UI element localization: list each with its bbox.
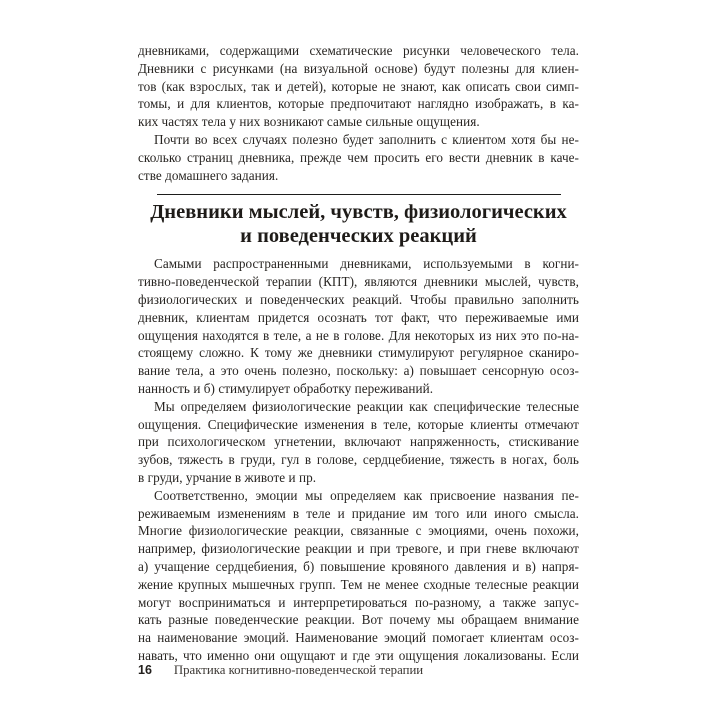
text-line: дневник, клиентам придется осознать тот факт, что переживаемые ими bbox=[138, 309, 579, 325]
text-line: физиологических и поведенческих реакций. Чтобы правильно заполнить bbox=[138, 291, 579, 307]
text-line: навать, что именно они ощущают и где эти ощущения локализованы. Если bbox=[138, 647, 579, 663]
section-heading bbox=[138, 201, 579, 248]
text-line: Самыми распространенными дневниками, используемыми в когни- bbox=[154, 256, 579, 272]
text-line: на наименование эмоций. Наименование эмоций помогает клиентам осоз- bbox=[138, 630, 579, 646]
text-line: ощущения. Специфические изменения в теле, которые клиенты отмечают bbox=[138, 416, 579, 432]
text-line: зубов, тяжесть в груди, гул в голове, сердцебиение, тяжесть в ногах, боль bbox=[138, 452, 579, 468]
text-line: Мы определяем физиологические реакции как специфические телесные bbox=[154, 398, 579, 414]
text-column bbox=[138, 42, 579, 665]
text-line: стве домашнего задания. bbox=[138, 167, 279, 183]
text-line: сколько страниц дневника, прежде чем просить его вести дневник в каче- bbox=[138, 149, 579, 165]
text-line: могут восприниматься и интерпретироваться по-разному, а также запус- bbox=[138, 594, 579, 610]
text-line: тивно-поведенческой терапии (КПТ), являются дневники мыслей, чувств, bbox=[138, 274, 579, 290]
section-heading-line: и поведенческих реакций bbox=[240, 224, 477, 247]
text-line: реживаемым изменениям в теле и придание им того или иного смысла. bbox=[138, 505, 579, 521]
page-footer bbox=[138, 663, 579, 678]
text-line: тов (как взрослых, так и детей), которые не знают, как описать свои симп- bbox=[138, 78, 579, 94]
text-line: а) учащение сердцебиения, б) повышение кровяного давления и в) напря- bbox=[138, 558, 579, 574]
paragraph bbox=[138, 255, 579, 397]
text-line: дневниками, содержащими схематические рисунки человеческого тела. bbox=[138, 43, 579, 58]
text-line: стоящему сложно. К тому же дневники стимулируют регулярное сканиро- bbox=[138, 345, 579, 361]
paragraph bbox=[138, 42, 579, 131]
text-line: ощущения находятся в теле, а не в голове. Для некоторых из них это по-на- bbox=[138, 327, 579, 343]
text-line: Многие физиологические реакции, связанные с эмоциями, очень похожи, bbox=[138, 523, 579, 539]
running-title: Практика когнитивно-поведенческой терапии bbox=[173, 663, 424, 677]
section-heading-line: Дневники мыслей, чувств, физиологических bbox=[150, 201, 567, 224]
paragraph bbox=[138, 487, 579, 665]
section-rule bbox=[157, 194, 561, 195]
text-line: Почти во всех случаях полезно будет заполнить с клиентом хотя бы не- bbox=[154, 131, 579, 147]
paragraph bbox=[138, 131, 579, 184]
text-line: например, физиологические реакции и при тревоге, и при гневе включают bbox=[138, 541, 579, 557]
text-line: ких частях тела у них возникают самые сильные ощущения. bbox=[138, 114, 480, 130]
text-line: вание тела, а это очень полезно, поскольку: а) повышает сенсорную осоз- bbox=[138, 363, 579, 379]
text-line: кать разные поведенческие реакции. Вот почему мы обращаем внимание bbox=[138, 612, 579, 628]
text-line: нанность и б) стимулирует обработку переживаний. bbox=[138, 380, 434, 396]
page-number: 16 bbox=[138, 663, 152, 677]
text-line: жение крупных мышечных групп. Тем не менее сходные телесные реакции bbox=[138, 576, 579, 592]
text-line: при психологическом угнетении, включают напряженность, стискивание bbox=[138, 434, 579, 450]
text-line: Дневники с рисунками (на визуальной основе) будут полезны для клиен- bbox=[138, 60, 579, 76]
text-line: в груди, урчание в животе и пр. bbox=[138, 469, 317, 485]
text-line: Соответственно, эмоции мы определяем как присвоение названия пе- bbox=[154, 487, 579, 503]
paragraph bbox=[138, 398, 579, 487]
text-line: томы, и для клиентов, которые предпочитают наглядно изображать, в ка- bbox=[138, 96, 579, 112]
